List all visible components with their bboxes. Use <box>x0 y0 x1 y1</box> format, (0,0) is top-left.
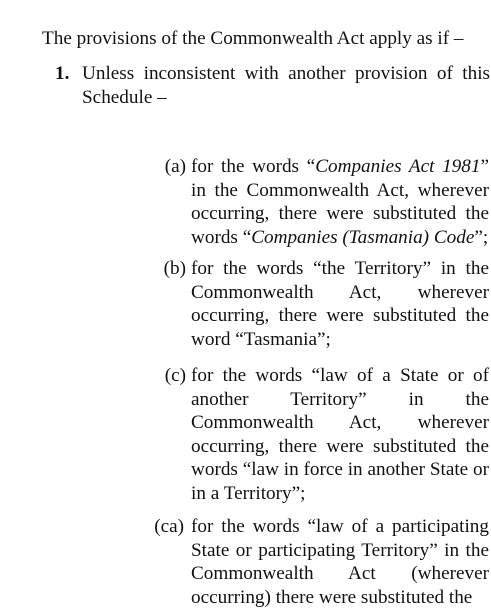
paragraph-label: (b) <box>163 258 186 279</box>
schedule-intro: The provisions of the Commonwealth Act apply as if – <box>42 28 464 49</box>
section-text: Unless inconsistent with another provision of this Schedule – <box>82 63 490 108</box>
italic-act-name: Companies Act 1981 <box>315 156 481 177</box>
paragraph-label: (ca) <box>154 516 184 537</box>
paragraph-a <box>136 155 489 249</box>
section-number: 1. <box>55 63 70 84</box>
paragraph-label: (a) <box>164 156 186 177</box>
paragraph-text: for the words “law of a participating State or participating Territory” in the Commonwealth Act (wherever occurring) there were substituted the <box>191 516 489 608</box>
paragraph-c <box>136 364 489 506</box>
paragraph-text: for the words “the Territory” in the Commonwealth Act, wherever occurring, there were substituted the word “Tasmania”; <box>191 258 489 350</box>
paragraph-text: for the words “law of a State or of another Territory” in the Commonwealth Act, wherever occurring, there were substituted the words “law in force in another State or in a Territory”; <box>191 365 489 504</box>
paragraph-b <box>136 257 489 351</box>
paragraph-ca <box>136 515 489 609</box>
paragraph-label: (c) <box>164 365 186 386</box>
paragraph-text-part: ”; <box>474 226 489 248</box>
paragraph-text-part: ” in the Commonwealth Act, wherever occurring, there were substituted the words “ <box>191 156 489 248</box>
paragraph-text-part: for the words “ <box>191 156 316 177</box>
italic-code-name: Companies (Tasmania) Code <box>251 226 475 248</box>
section-1 <box>55 62 491 109</box>
paragraph-text <box>191 155 489 249</box>
